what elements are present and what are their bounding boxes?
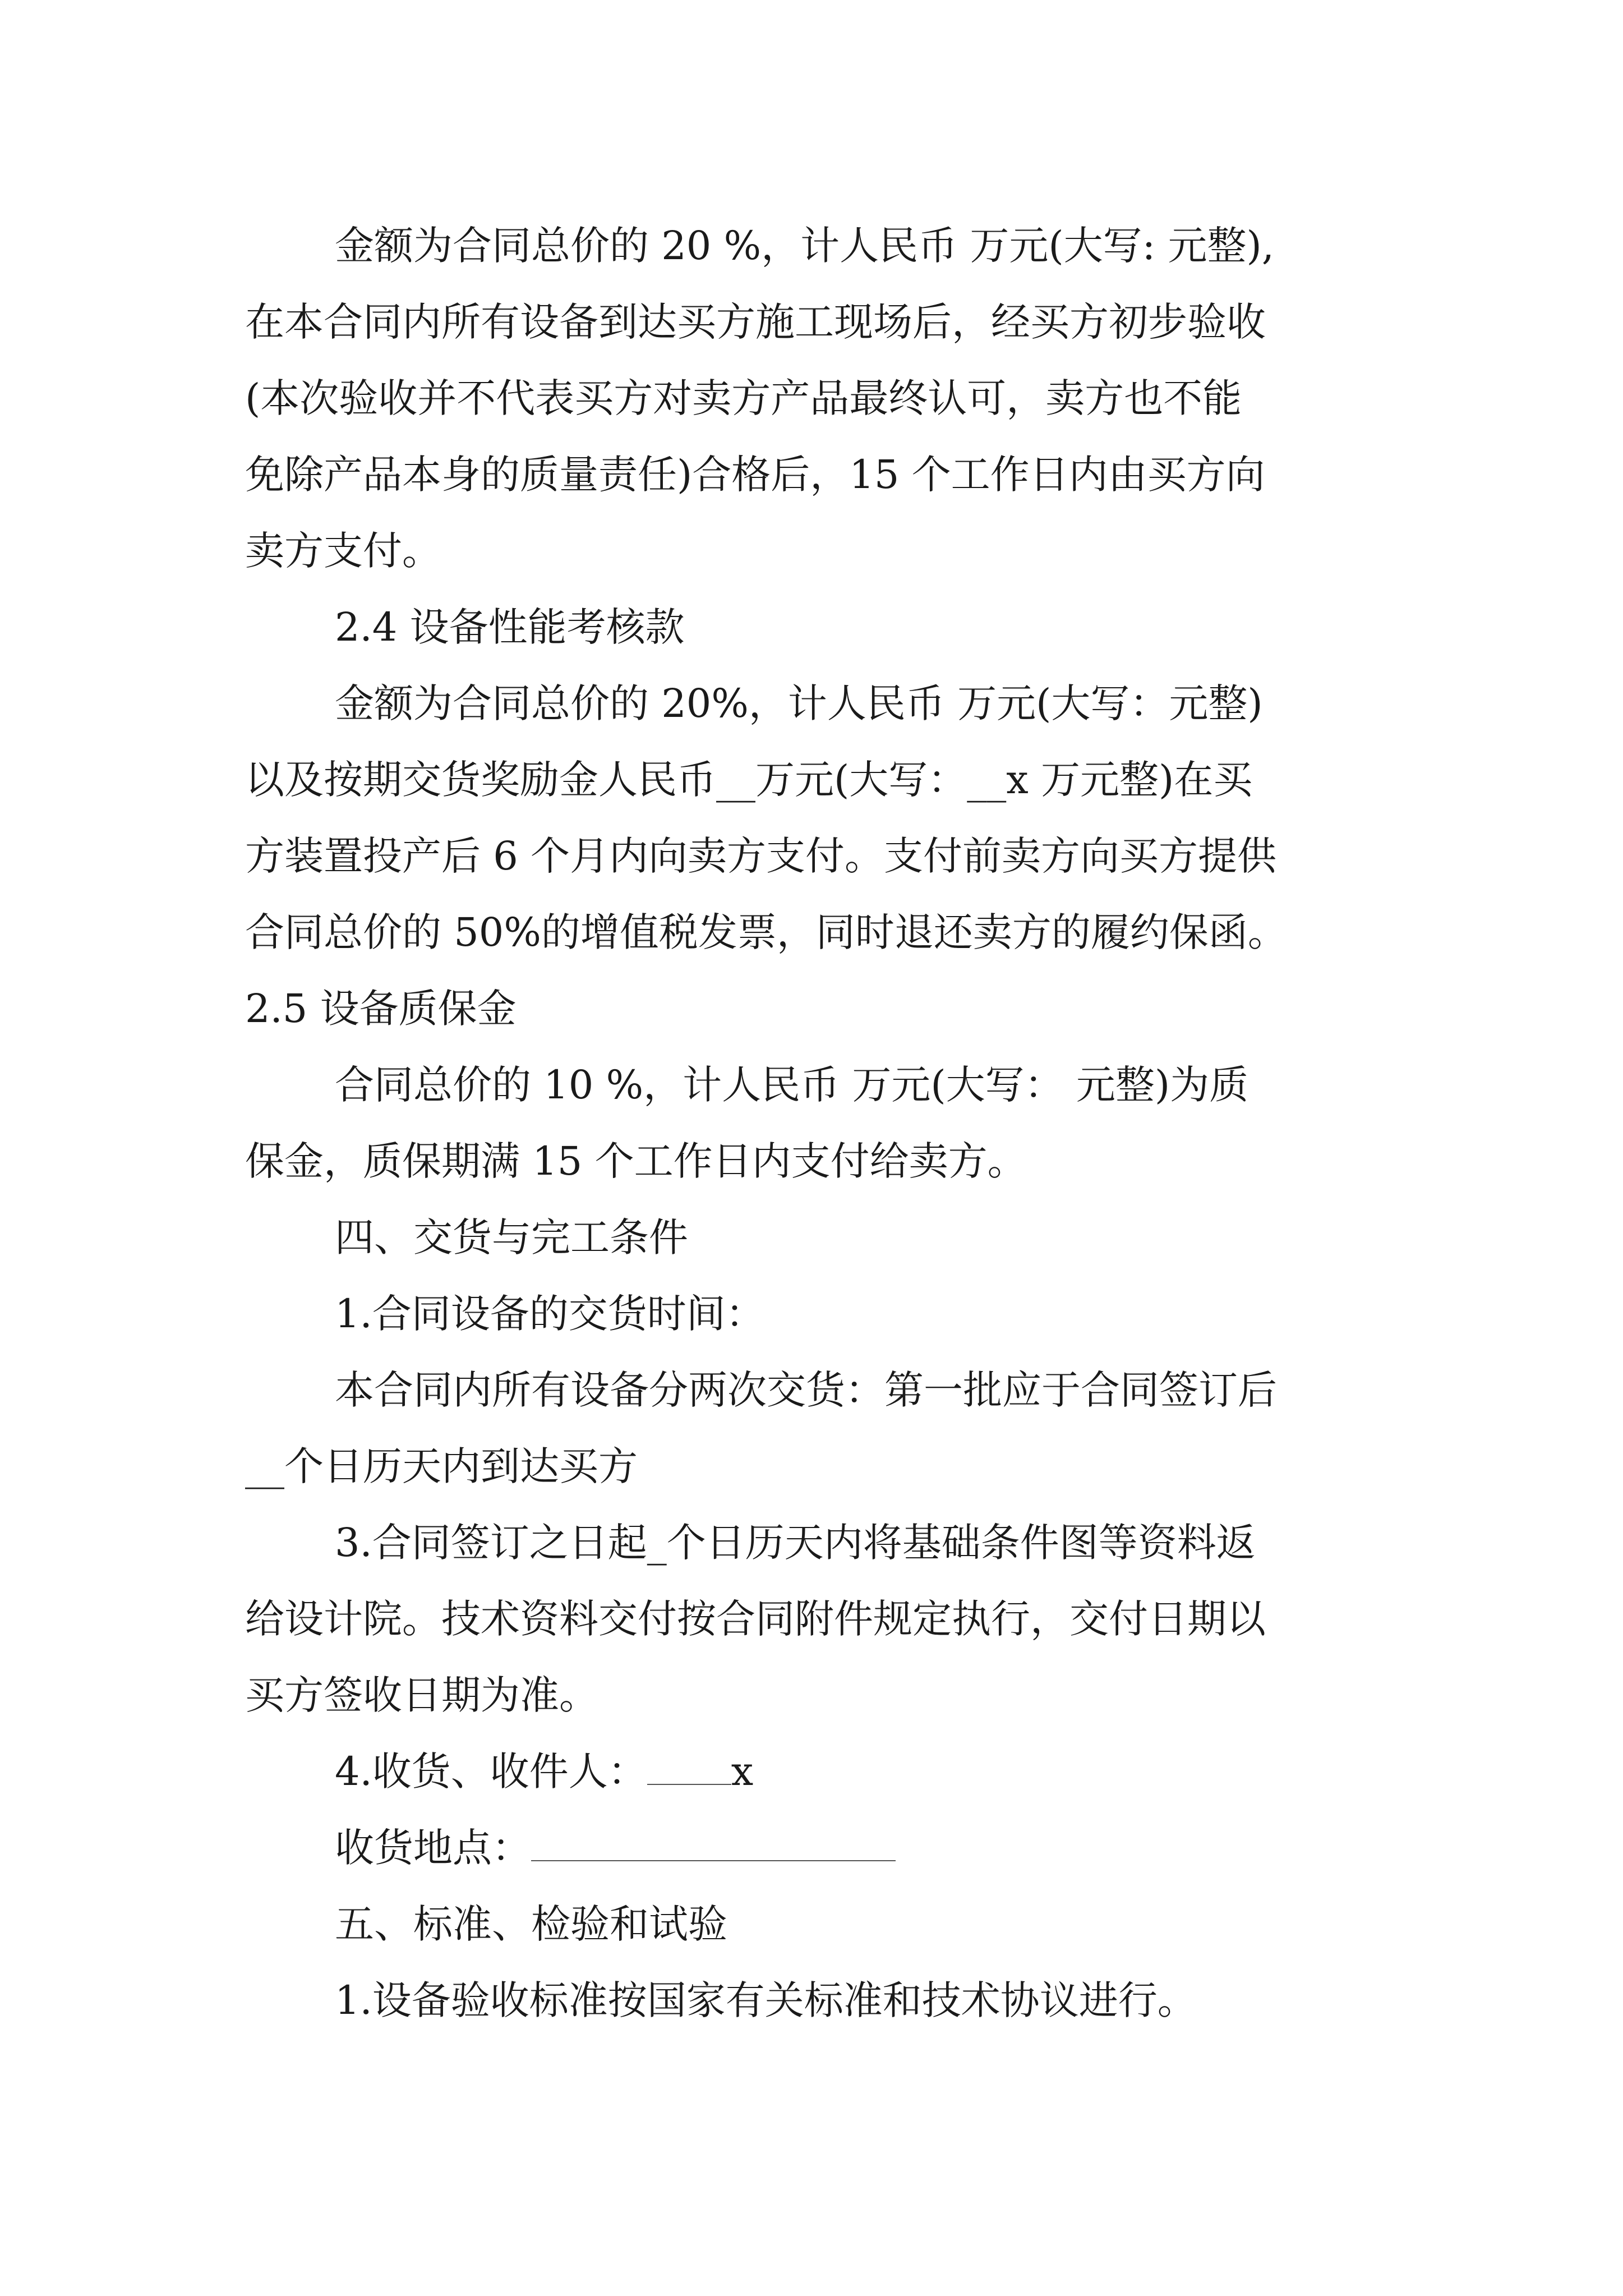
paragraph-line: 方装置投产后 6 个月内向卖方支付。支付前卖方向买方提供 [245, 833, 1277, 879]
paragraph-line: 在本合同内所有设备到达买方施工现场后，经买方初步验收 [245, 299, 1266, 345]
paragraph-line: 卖方支付。 [245, 528, 441, 574]
paragraph-line: 1.设备验收标准按国家有关标准和技术协议进行。 [335, 1977, 1197, 2023]
paragraph-line: 保金，质保期满 15 个工作日内支付给卖方。 [245, 1138, 1027, 1184]
delivery-address-label: 收货地点： [335, 1825, 531, 1871]
paragraph-line: 本合同内所有设备分两次交货：第一批应于合同签订后 [335, 1367, 1277, 1413]
paragraph-line: 3.合同签订之日起_个日历天内将基础条件图等资料返 [335, 1520, 1256, 1566]
paragraph-line: 给设计院。技术资料交付按合同附件规定执行，交付日期以 [245, 1596, 1266, 1642]
recipient-label: 4.收货、收件人： [335, 1749, 647, 1795]
recipient-blank [647, 1745, 731, 1785]
delivery-address-blank [531, 1821, 896, 1861]
section-heading: 2.5 设备质保金 [245, 986, 517, 1032]
paragraph-line: 合同总价的 10 %，计人民币 万元(大写： 元整)为质 [335, 1062, 1249, 1108]
recipient-value: x [731, 1749, 754, 1795]
delivery-address-line [335, 1810, 896, 1886]
paragraph-line: 金额为合同总价的 20%，计人民币 万元(大写：元整) [335, 680, 1263, 726]
paragraph-line: 金额为合同总价的 20 %，计人民币 万元(大写: 元整), [335, 223, 1275, 269]
paragraph-line: (本次验收并不代表买方对卖方产品最终认可，卖方也不能 [245, 375, 1242, 421]
section-heading: 2.4 设备性能考核款 [335, 604, 685, 650]
paragraph-line: __个日历天内到达买方 [245, 1443, 638, 1489]
section-heading: 四、交货与完工条件 [335, 1214, 688, 1260]
paragraph-line: 免除产品本身的质量责任)合格后，15 个工作日内由买方向 [245, 452, 1265, 498]
section-heading: 五、标准、检验和试验 [335, 1901, 727, 1947]
recipient-line [335, 1733, 753, 1810]
paragraph-line: 1.合同设备的交货时间： [335, 1291, 765, 1337]
paragraph-line: 以及按期交货奖励金人民币__万元(大写：__x 万元整)在买 [245, 757, 1253, 803]
paragraph-line: 买方签收日期为准。 [245, 1672, 598, 1718]
paragraph-line: 合同总价的 50%的增值税发票，同时退还卖方的履约保函。 [245, 909, 1287, 955]
